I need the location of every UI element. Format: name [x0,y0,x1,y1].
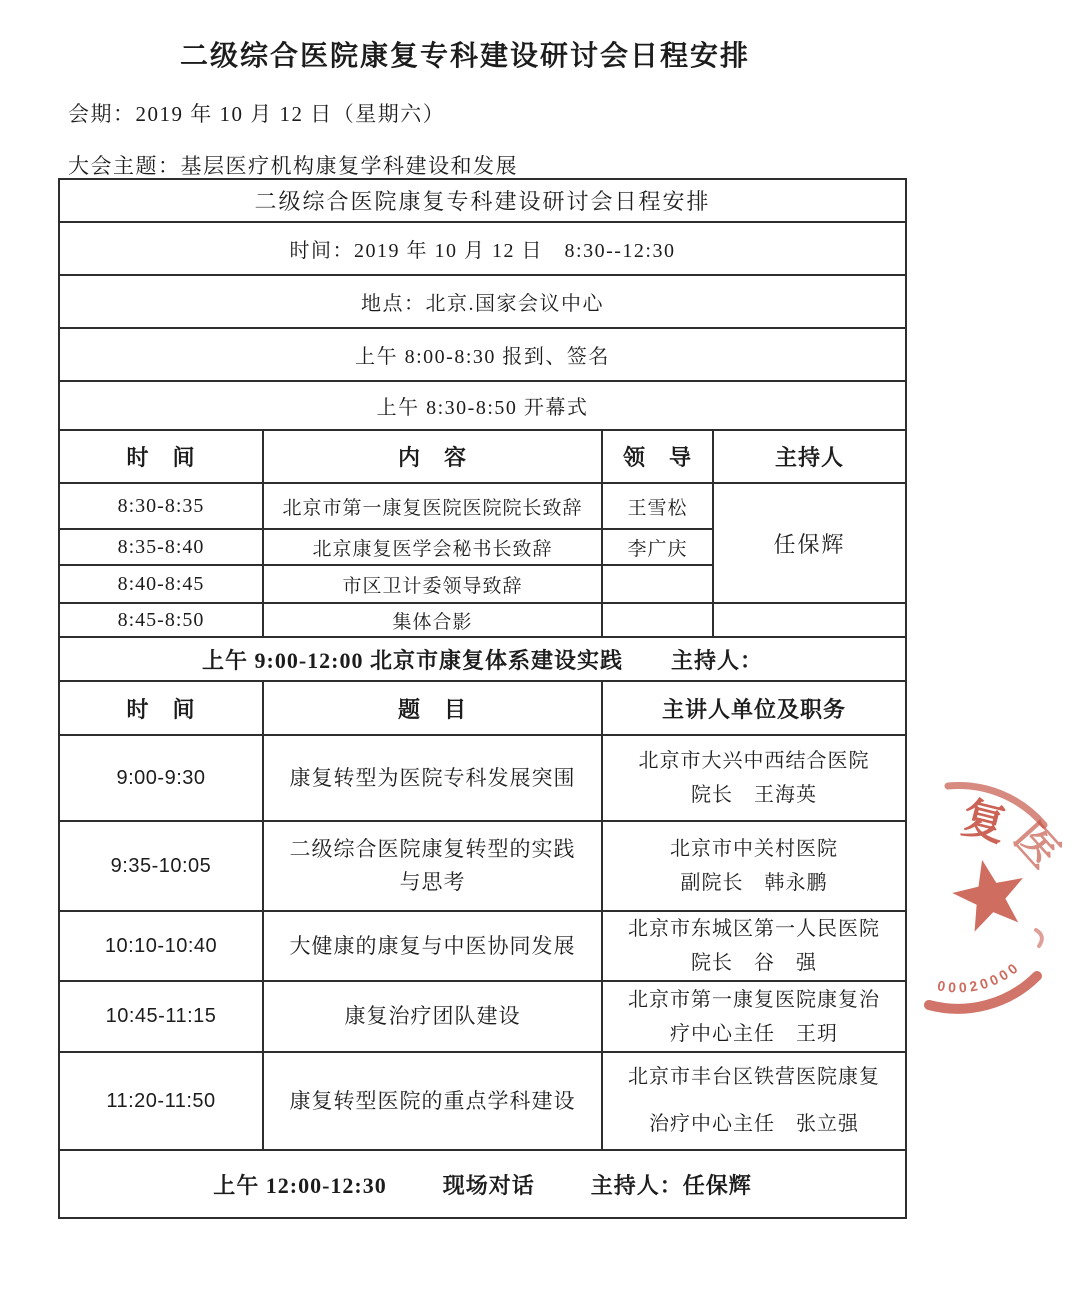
seal-ink-mark-icon [1036,930,1042,946]
session-time: 10:10-10:40 [59,911,263,981]
table-row [59,483,906,529]
session-time: 11:20-11:50 [59,1052,263,1150]
speaker-line: 北京市丰台区铁营医院康复 [628,1066,880,1088]
table-row [59,821,906,911]
table-title-row [59,179,906,222]
session-title-row [59,637,906,681]
speaker-line: 北京市第一康复医院康复治 [628,988,880,1011]
opening-header-host: 主持人 [713,430,906,483]
footer-time: 上午 12:00-12:30 [213,1172,387,1198]
opening-leader [602,603,713,637]
session-speaker [602,981,906,1052]
session-speaker [602,735,906,821]
info-row-time [59,222,906,275]
opening-header-row [59,430,906,483]
speaker-line: 北京市中关村医院 [670,838,838,860]
opening-time: 8:35-8:40 [59,529,263,565]
info-time-text: 时间：2019 年 10 月 12 日 8:30--12:30 [59,222,906,275]
speaker-line: 院长 谷 强 [691,952,817,974]
info-row-opening-ceremony [59,381,906,430]
session-topic [263,911,602,981]
speaker-line: 副院长 韩永鹏 [680,872,828,894]
opening-leader: 王雪松 [602,483,713,529]
info-location-text: 地点：北京.国家会议中心 [59,275,906,328]
topic-line: 与思考 [399,870,466,894]
official-seal-stamp [890,752,1080,1052]
opening-leader: 李广庆 [602,529,713,565]
info-row-location [59,275,906,328]
meta-session-date: 会期：2019 年 10 月 12 日（星期六） [68,102,446,126]
session-time: 10:45-11:15 [59,981,263,1052]
opening-header-content: 内 容 [263,430,602,483]
session-speaker [602,911,906,981]
topic-line: 康复转型医院的重点学科建设 [289,1088,576,1113]
session-header-time: 时 间 [59,681,263,735]
speaker-line: 治疗中心主任 张立强 [649,1113,859,1135]
topic-line: 康复转型为医院专科发展突围 [289,765,576,790]
meta-theme: 大会主题：基层医疗机构康复学科建设和发展 [68,154,518,178]
seal-character-right: 医 [1004,814,1068,878]
opening-time: 8:45-8:50 [59,603,263,637]
info-opening-ceremony-text: 上午 8:30-8:50 开幕式 [59,381,906,430]
opening-content: 北京康复医学会秘书长致辞 [263,529,602,565]
seal-star-icon [947,852,1032,934]
session-time: 9:35-10:05 [59,821,263,911]
schedule-table [58,178,907,1219]
opening-time: 8:30-8:35 [59,483,263,529]
session-header-topic: 题 目 [263,681,602,735]
session-speaker [602,1052,906,1150]
opening-host-empty [713,603,906,637]
opening-content: 北京市第一康复医院医院院长致辞 [263,483,602,529]
opening-host: 任保辉 [713,483,906,603]
info-registration-text: 上午 8:00-8:30 报到、签名 [59,328,906,381]
topic-line: 大健康的康复与中医协同发展 [289,933,576,958]
session-topic [263,821,602,911]
session-topic [263,981,602,1052]
table-row [59,981,906,1052]
session-title: 上午 9:00-12:00 北京市康复体系建设实践 [202,647,623,673]
opening-time: 8:40-8:45 [59,565,263,603]
table-row [59,1052,906,1150]
table-row [59,735,906,821]
footer-cell [59,1150,906,1218]
footer-row [59,1150,906,1218]
opening-leader [602,565,713,603]
session-header-speaker: 主讲人单位及职务 [602,681,906,735]
session-topic [263,735,602,821]
topic-line: 康复治疗团队建设 [344,1004,521,1029]
speaker-line: 院长 王海英 [691,784,817,806]
opening-content: 集体合影 [263,603,602,637]
session-time: 9:00-9:30 [59,735,263,821]
info-row-registration [59,328,906,381]
speaker-line: 疗中心主任 王玥 [670,1022,838,1045]
footer-host: 主持人：任保辉 [590,1172,752,1198]
footer-activity: 现场对话 [442,1172,535,1198]
topic-line: 二级综合医院康复转型的实践 [289,837,576,862]
session-host-label: 主持人： [670,647,763,673]
session-header-row [59,681,906,735]
session-topic [263,1052,602,1150]
session-title-cell [59,637,906,681]
opening-header-leader: 领 导 [602,430,713,483]
seal-character-top: 复 [956,792,1012,852]
table-row [59,603,906,637]
session-speaker [602,821,906,911]
speaker-line: 北京市东城区第一人民医院 [628,918,880,940]
table-row [59,911,906,981]
table-title: 二级综合医院康复专科建设研讨会日程安排 [59,179,906,222]
opening-header-time: 时 间 [59,430,263,483]
speaker-line: 北京市大兴中西结合医院 [638,750,870,772]
opening-content: 市区卫计委领导致辞 [263,565,602,603]
page-title: 二级综合医院康复专科建设研讨会日程安排 [179,41,750,72]
seal-serial-number: 00020000 [936,958,1024,996]
